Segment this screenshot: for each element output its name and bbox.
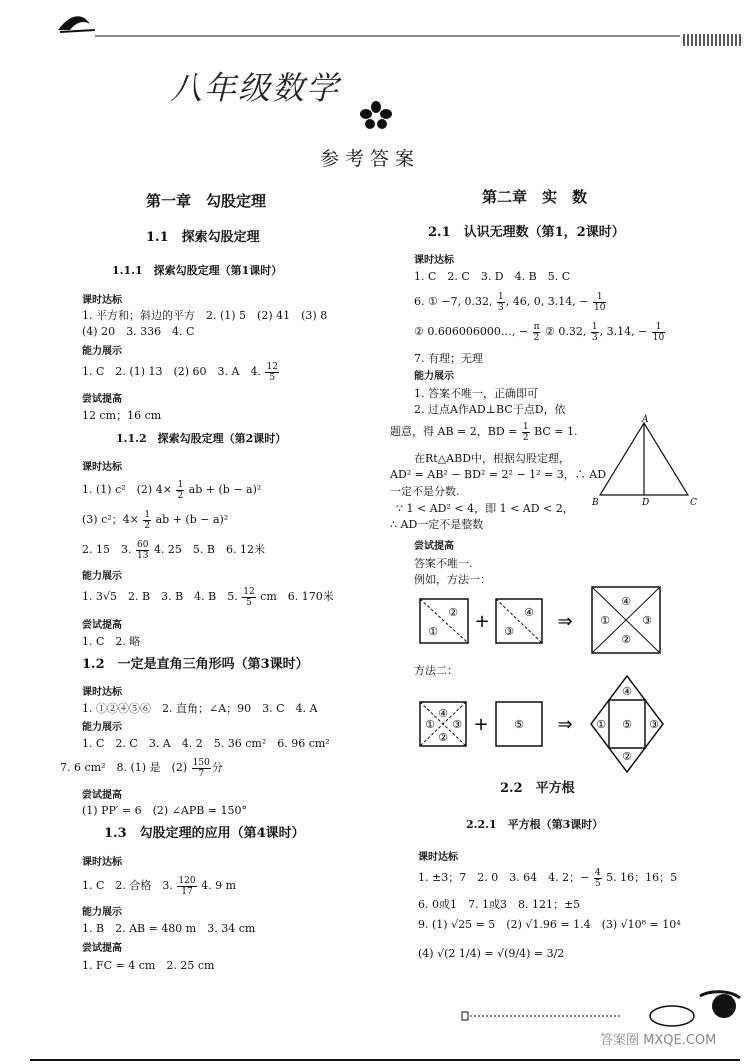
- piece-label: ③: [504, 625, 514, 638]
- flower-icon: [358, 100, 394, 130]
- answer-line: 1. C 2. C 3. A 4. 2 5. 36 cm² 6. 96 cm²: [82, 737, 330, 750]
- answer-line: 方法二：: [414, 664, 458, 677]
- piece-label: ①: [600, 614, 610, 627]
- piece-label: ④: [622, 685, 632, 698]
- answer-text: 5. 16；16；5: [606, 871, 678, 884]
- answer-text: ② 0.606006000…, −: [414, 325, 529, 338]
- label-nlzs-1: 能力展示: [82, 346, 122, 357]
- label-kssd-4: 课时达标: [82, 857, 122, 868]
- answer-line: ∵ 1 < AD² < 4，即 1 < AD < 2，: [396, 502, 574, 515]
- piece-label: ①: [596, 718, 606, 731]
- vertex-label: C: [690, 498, 697, 508]
- answer-text: 1. ±3；7 2. 0 3. 64 4. 2；−: [418, 871, 590, 884]
- piece-label: ④: [524, 606, 534, 619]
- fraction: $\frac{12}{5}$: [266, 361, 278, 383]
- answer-text: 7. 6 cm² 8. (1) 是 (2): [60, 761, 188, 774]
- answer-text: ab + (b − a)²: [188, 483, 262, 496]
- answer-text: , 3.14, −: [599, 325, 648, 338]
- piece-label: ⑤: [514, 718, 524, 731]
- answer-text: (3) c²；4×: [82, 513, 139, 526]
- label-nlzs-2: 能力展示: [82, 571, 122, 582]
- fraction: $\frac{4}{5}$: [594, 867, 601, 889]
- answer-line: [60, 756, 223, 780]
- piece-label: ③: [649, 718, 659, 731]
- answer-line: 1. C 2. 略: [82, 635, 141, 648]
- piece-label: ②: [448, 606, 458, 619]
- piece-label: ③: [642, 614, 652, 627]
- answer-text: ② 0.32,: [544, 325, 587, 338]
- answer-text: 6. ① −7, 0.32,: [414, 295, 493, 308]
- fraction: $\frac{1}{2}$: [522, 421, 529, 443]
- answer-line: [82, 874, 236, 898]
- plus-sign: +: [474, 611, 490, 632]
- answer-line: 1. FC = 4 cm 2. 25 cm: [82, 959, 215, 972]
- answer-text: 分: [211, 761, 223, 774]
- answer-line: 1. 答案不唯一，正确即可: [414, 387, 538, 400]
- answer-line: [414, 320, 666, 344]
- answer-line: [82, 478, 261, 502]
- answer-line: 1. 平方和；斜边的平方 2. (1) 5 (2) 41 (3) 8: [82, 309, 328, 322]
- answer-line: [82, 508, 228, 532]
- label-nlzs-4: 能力展示: [82, 907, 122, 918]
- vertex-label: D: [642, 498, 650, 508]
- answer-line: ∴ AD一定不是整数: [390, 518, 484, 531]
- fraction: $\frac{\pi}{2}$: [533, 321, 540, 343]
- answer-line: 1. C 2. C 3. D 4. B 5. C: [414, 270, 571, 283]
- piece-label: ④: [438, 707, 448, 720]
- method1-diagram: [415, 585, 665, 655]
- section-1-1-1: 1.1.1 探索勾股定理（第1课时）: [112, 264, 283, 277]
- answer-line: [414, 290, 607, 314]
- label-cstg-2: 尝试提高: [82, 620, 122, 631]
- section-1-1-2: 1.1.2 探索勾股定理（第2课时）: [116, 432, 287, 445]
- fraction: $\frac{1}{2}$: [144, 509, 151, 531]
- arrow-sign: ⇒: [557, 611, 573, 632]
- answer-line: 在Rt△ABD中，根据勾股定理，: [414, 452, 571, 465]
- fraction: $\frac{1}{3}$: [591, 321, 598, 343]
- piece-label: ③: [452, 718, 462, 731]
- handwritten-note: 八年级数学: [170, 69, 341, 107]
- section-2-1: 2.1 认识无理数（第1，2课时）: [428, 225, 625, 240]
- section-1-2: 1.2 一定是直角三角形吗（第3课时）: [82, 657, 309, 672]
- answer-text: , 46, 0, 3.14, −: [505, 295, 589, 308]
- label-nlzs-3: 能力展示: [82, 722, 122, 733]
- label-kssd-r1: 课时达标: [414, 255, 454, 266]
- answer-line: AD² = AB² − BD² = 2² − 1² = 3，∴ AD: [390, 468, 607, 481]
- piece-label: ①: [428, 625, 438, 638]
- answer-line: [390, 420, 578, 444]
- answer-text: 1. C 2. 合格 3.: [82, 879, 173, 892]
- answer-line: 1. B 2. AB = 480 m 3. 34 cm: [82, 922, 256, 935]
- answer-line: 例如，方法一：: [414, 573, 491, 586]
- label-cstg-3: 尝试提高: [82, 790, 122, 801]
- section-1-3: 1.3 勾股定理的应用（第4课时）: [104, 826, 305, 841]
- answer-line: 7. 有理；无理: [414, 352, 483, 365]
- answer-text: 4. 9 m: [201, 879, 237, 892]
- answer-text: 2. 15 3.: [82, 543, 132, 556]
- fraction: $\frac{1}{10}$: [652, 321, 665, 343]
- label-cstg-4: 尝试提高: [82, 943, 122, 954]
- label-cstg-r1: 尝试提高: [414, 541, 454, 552]
- answer-line: [82, 538, 265, 562]
- vertex-label: B: [592, 498, 599, 508]
- answer-text: 4. 25 5. B 6. 12米: [153, 543, 265, 556]
- answer-line: 12 cm；16 cm: [82, 409, 162, 422]
- piece-label: ②: [438, 731, 448, 744]
- piece-label: ②: [622, 750, 632, 763]
- answer-text: 1. (1) c² (2) 4×: [82, 483, 172, 496]
- label-kssd-2: 课时达标: [82, 462, 122, 473]
- answer-line: (4) 20 3. 336 4. C: [82, 325, 195, 338]
- fraction: $\frac{150}{7}$: [192, 757, 210, 779]
- fraction: $\frac{12}{5}$: [243, 586, 255, 608]
- section-2-2: 2.2 平方根: [500, 781, 575, 796]
- chapter1-title: 第一章 勾股定理: [146, 192, 267, 210]
- arrow-sign: ⇒: [557, 714, 573, 735]
- answer-line: 9. (1) √25 = 5 (2) √1.96 = 1.4 (3) √10⁸ = 10⁴: [418, 918, 681, 931]
- label-cstg-1: 尝试提高: [82, 394, 122, 405]
- answer-line: (1) PP′ = 6 (2) ∠APB = 150°: [82, 804, 248, 817]
- fraction: $\frac{120}{17}$: [178, 875, 196, 897]
- answer-line: [82, 585, 334, 609]
- answer-text: BC = 1.: [534, 425, 578, 438]
- answer-line: [82, 360, 280, 384]
- footer-decoration: [0, 990, 750, 1064]
- vertex-label: A: [642, 415, 649, 425]
- answer-text: 题意，得 AB = 2，BD =: [390, 425, 518, 438]
- fraction: $\frac{60}{13}$: [136, 539, 149, 561]
- piece-label: ⑤: [622, 718, 632, 731]
- label-kssd-3: 课时达标: [82, 687, 122, 698]
- answer-text: cm 6. 170米: [260, 590, 334, 603]
- fraction: $\frac{1}{2}$: [177, 479, 184, 501]
- fraction: $\frac{1}{3}$: [498, 291, 504, 313]
- plus-sign: +: [473, 714, 489, 735]
- label-kssd-r2: 课时达标: [418, 852, 458, 863]
- piece-label: ②: [621, 633, 631, 646]
- answer-line: 答案不唯一.: [414, 557, 473, 570]
- answer-line: 一定不是分数.: [390, 485, 460, 498]
- piece-label: ①: [425, 718, 435, 731]
- watermark: 答案圈 MXQE.COM: [600, 1033, 717, 1048]
- method2-diagram: [415, 674, 675, 774]
- answer-text: 1. C 2. (1) 13 (2) 60 3. A 4.: [82, 365, 261, 378]
- chapter2-title: 第二章 实 数: [482, 188, 588, 206]
- label-nlzs-r1: 能力展示: [414, 371, 454, 382]
- page-title: 参考答案: [320, 148, 421, 170]
- header-decoration: [0, 0, 750, 50]
- label-kssd-1: 课时达标: [82, 295, 122, 306]
- section-1-1: 1.1 探索勾股定理: [146, 230, 260, 245]
- answer-line: 1. ①②④⑤⑥ 2. 直角；∠A；90 3. C 4. A: [82, 702, 318, 715]
- answer-line: 2. 过点A作AD⊥BC于点D，依: [414, 403, 566, 416]
- fraction: $\frac{1}{10}$: [593, 291, 606, 313]
- answer-line: (4) √(2 1/4) = √(9/4) = 3/2: [418, 947, 565, 960]
- triangle-figure: [590, 415, 710, 515]
- answer-line: 6. 0或1 7. 1或3 8. 121；±5: [418, 898, 581, 911]
- answer-text: 1. 3√5 2. B 3. B 4. B 5.: [82, 590, 238, 603]
- piece-label: ④: [621, 595, 631, 608]
- answer-text: ab + (b − a)²: [155, 513, 229, 526]
- section-2-2-1: 2.2.1 平方根（第3课时）: [466, 818, 604, 831]
- answer-line: [418, 866, 677, 890]
